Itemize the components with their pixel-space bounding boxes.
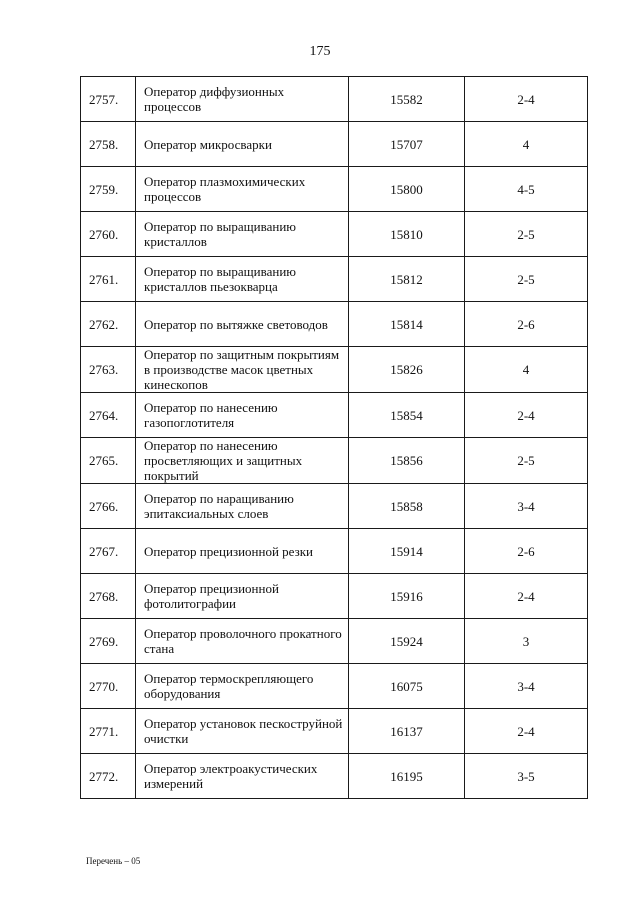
grade-range: 4 bbox=[465, 347, 588, 393]
row-number: 2765. bbox=[81, 438, 136, 484]
profession-name: Оператор по вытяжке световодов bbox=[136, 302, 349, 347]
profession-name: Оператор электроакустических измерений bbox=[136, 754, 349, 799]
table-row bbox=[81, 212, 588, 257]
grade-range: 3-4 bbox=[465, 484, 588, 529]
table-row bbox=[81, 393, 588, 438]
profession-code: 15858 bbox=[349, 484, 465, 529]
profession-name: Оператор по нанесению просветляющих и защитных покрытий bbox=[136, 438, 349, 484]
table-row bbox=[81, 754, 588, 799]
profession-code: 15582 bbox=[349, 77, 465, 122]
profession-name: Оператор по выращиванию кристаллов bbox=[136, 212, 349, 257]
row-number: 2769. bbox=[81, 619, 136, 664]
table-row bbox=[81, 484, 588, 529]
profession-name: Оператор по выращиванию кристаллов пьезокварца bbox=[136, 257, 349, 302]
row-number: 2763. bbox=[81, 347, 136, 393]
profession-code: 15826 bbox=[349, 347, 465, 393]
profession-name: Оператор по нанесению газопоглотителя bbox=[136, 393, 349, 438]
table-row bbox=[81, 709, 588, 754]
row-number: 2760. bbox=[81, 212, 136, 257]
table-row bbox=[81, 619, 588, 664]
grade-range: 3-4 bbox=[465, 664, 588, 709]
grade-range: 2-4 bbox=[465, 709, 588, 754]
profession-name: Оператор проволочного прокатного стана bbox=[136, 619, 349, 664]
grade-range: 2-5 bbox=[465, 257, 588, 302]
profession-name: Оператор диффузионных процессов bbox=[136, 77, 349, 122]
profession-name: Оператор по защитным покрытиям в производстве масок цветных кинескопов bbox=[136, 347, 349, 393]
profession-code: 15856 bbox=[349, 438, 465, 484]
grade-range: 2-6 bbox=[465, 302, 588, 347]
row-number: 2766. bbox=[81, 484, 136, 529]
profession-name: Оператор по наращиванию эпитаксиальных слоев bbox=[136, 484, 349, 529]
grade-range: 2-5 bbox=[465, 438, 588, 484]
profession-code: 15916 bbox=[349, 574, 465, 619]
row-number: 2764. bbox=[81, 393, 136, 438]
grade-range: 3 bbox=[465, 619, 588, 664]
row-number: 2762. bbox=[81, 302, 136, 347]
table-row bbox=[81, 438, 588, 484]
profession-code: 15924 bbox=[349, 619, 465, 664]
row-number: 2770. bbox=[81, 664, 136, 709]
profession-name: Оператор прецизионной фотолитографии bbox=[136, 574, 349, 619]
row-number: 2767. bbox=[81, 529, 136, 574]
row-number: 2761. bbox=[81, 257, 136, 302]
profession-code: 16137 bbox=[349, 709, 465, 754]
grade-range: 2-4 bbox=[465, 574, 588, 619]
row-number: 2772. bbox=[81, 754, 136, 799]
profession-code: 15810 bbox=[349, 212, 465, 257]
table-row bbox=[81, 302, 588, 347]
row-number: 2757. bbox=[81, 77, 136, 122]
profession-name: Оператор установок пескоструйной очистки bbox=[136, 709, 349, 754]
grade-range: 2-4 bbox=[465, 77, 588, 122]
profession-code: 15814 bbox=[349, 302, 465, 347]
grade-range: 4 bbox=[465, 122, 588, 167]
grade-range: 2-5 bbox=[465, 212, 588, 257]
table-row bbox=[81, 257, 588, 302]
profession-name: Оператор прецизионной резки bbox=[136, 529, 349, 574]
row-number: 2768. bbox=[81, 574, 136, 619]
row-number: 2758. bbox=[81, 122, 136, 167]
table-row bbox=[81, 77, 588, 122]
professions-table bbox=[80, 76, 588, 799]
grade-range: 2-4 bbox=[465, 393, 588, 438]
grade-range: 2-6 bbox=[465, 529, 588, 574]
page-number: 175 bbox=[309, 44, 331, 59]
grade-range: 4-5 bbox=[465, 167, 588, 212]
table-row bbox=[81, 347, 588, 393]
profession-code: 15800 bbox=[349, 167, 465, 212]
profession-name: Оператор микросварки bbox=[136, 122, 349, 167]
grade-range: 3-5 bbox=[465, 754, 588, 799]
row-number: 2771. bbox=[81, 709, 136, 754]
profession-code: 16195 bbox=[349, 754, 465, 799]
profession-code: 15707 bbox=[349, 122, 465, 167]
table-row bbox=[81, 167, 588, 212]
footer-label: Перечень – 05 bbox=[86, 856, 141, 866]
profession-code: 15854 bbox=[349, 393, 465, 438]
table-row bbox=[81, 122, 588, 167]
row-number: 2759. bbox=[81, 167, 136, 212]
table-row bbox=[81, 574, 588, 619]
table-row bbox=[81, 664, 588, 709]
profession-name: Оператор плазмохимических процессов bbox=[136, 167, 349, 212]
profession-name: Оператор термоскрепляющего оборудования bbox=[136, 664, 349, 709]
profession-code: 16075 bbox=[349, 664, 465, 709]
table-row bbox=[81, 529, 588, 574]
profession-code: 15914 bbox=[349, 529, 465, 574]
profession-code: 15812 bbox=[349, 257, 465, 302]
